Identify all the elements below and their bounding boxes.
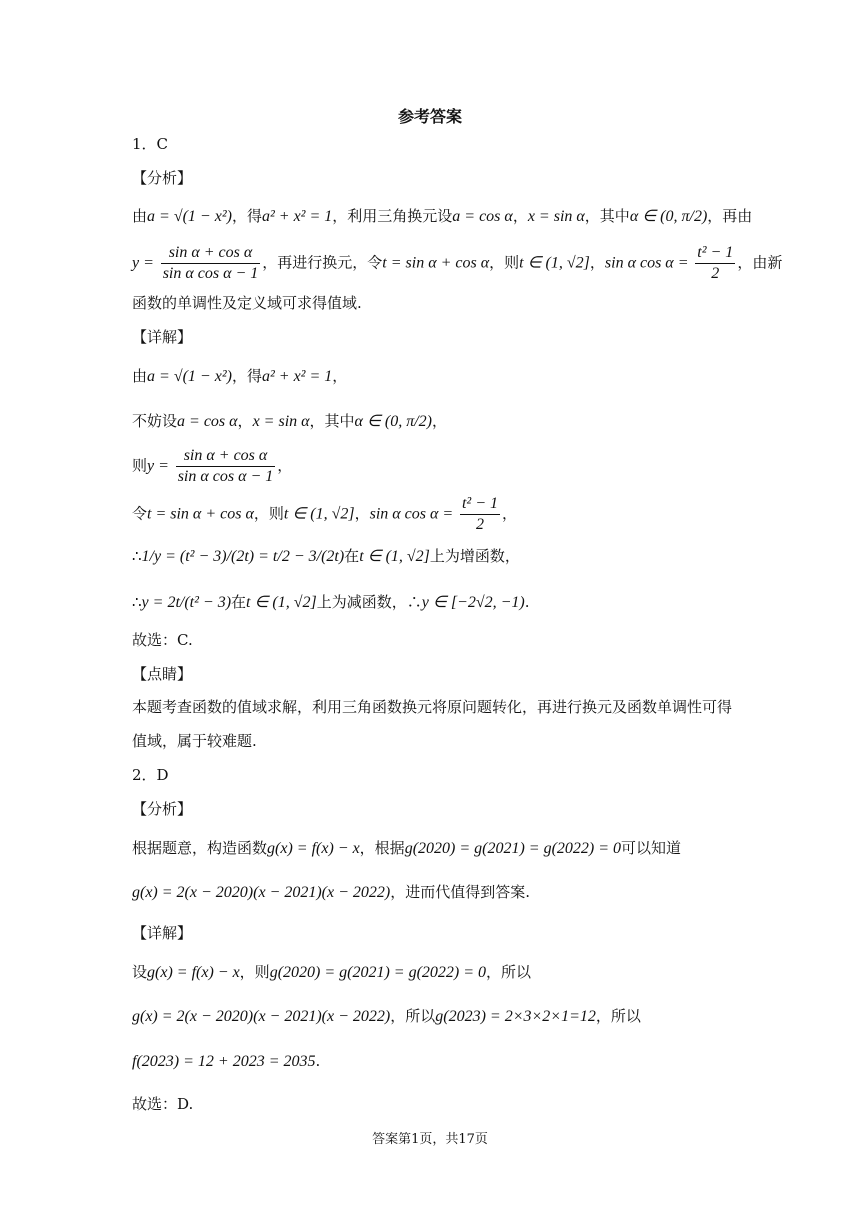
- text: ，: [512, 207, 528, 225]
- text: ，再由: [707, 207, 753, 225]
- q1-detail-line-1: [132, 365, 347, 388]
- numerator: t² − 1: [695, 243, 735, 264]
- numerator: t² − 1: [460, 494, 500, 515]
- math: a = √(1 − x²): [147, 368, 232, 385]
- math: g(2020) = g(2021) = g(2022) = 0: [404, 840, 622, 857]
- math: t = sin α + cos α: [147, 505, 254, 523]
- numerator: sin α + cos α: [176, 446, 276, 467]
- denominator: 2: [476, 516, 484, 533]
- q1-detail-line-3: [132, 446, 292, 487]
- text: ，其中: [309, 412, 355, 430]
- text: ，根据: [359, 839, 405, 857]
- math: g(x) = f(x) − x: [147, 964, 240, 981]
- math: a = cos α: [177, 413, 238, 430]
- q2-analysis-heading: 【分析】: [132, 800, 193, 818]
- math: g(2020) = g(2021) = g(2022) = 0: [269, 964, 487, 981]
- q1-comment-heading: 【点睛】: [132, 665, 193, 683]
- text: 由: [132, 207, 148, 225]
- math: a = cos α: [452, 208, 513, 225]
- text: ，: [237, 412, 253, 430]
- q2-analysis-line-1: [132, 837, 681, 860]
- q1-detail-heading: 【详解】: [132, 328, 193, 346]
- text: ，则: [253, 504, 284, 523]
- text: ，由新: [737, 253, 783, 272]
- q1-answer: 1．C: [132, 135, 169, 153]
- text: ，所以: [486, 963, 532, 981]
- math: x = sin α: [252, 413, 310, 430]
- text: 可以知道: [621, 839, 682, 857]
- q1-detail-line-2: [132, 410, 447, 433]
- text: 由: [132, 367, 148, 385]
- q2-choose: 故选：D.: [132, 1095, 194, 1113]
- q2-detail-line-2: [132, 1005, 641, 1028]
- q2-answer: 2．D: [132, 766, 169, 784]
- math: sin α cos α =: [369, 505, 454, 523]
- text: 在: [344, 547, 360, 565]
- text: 在: [231, 593, 247, 611]
- fraction: [176, 446, 276, 487]
- text: .: [524, 593, 530, 611]
- text: ，: [432, 412, 448, 430]
- text: 根据题意，构造函数: [132, 839, 268, 857]
- text: ，利用三角换元设: [332, 207, 453, 225]
- text: ，: [502, 504, 518, 523]
- denominator: 2: [711, 265, 720, 282]
- text: ，: [354, 504, 370, 523]
- math: g(2023) = 2×3×2×1=12: [435, 1008, 596, 1025]
- q1-comment-line-1: 本题考查函数的值域求解，利用三角函数换元将原问题转化，再进行换元及函数单调性可得: [132, 698, 733, 716]
- math: y =: [132, 254, 154, 272]
- math: t ∈ (1, √2]: [359, 548, 430, 565]
- math: g(x) = f(x) − x: [267, 840, 360, 857]
- math: y =: [147, 457, 169, 475]
- fraction: [460, 494, 500, 535]
- q1-analysis-heading: 【分析】: [132, 169, 193, 187]
- math: t ∈ (1, √2]: [246, 594, 317, 611]
- text: ，再进行换元，令: [262, 253, 383, 272]
- text: ，: [332, 367, 348, 385]
- text: ，所以: [595, 1007, 641, 1025]
- q2-detail-heading: 【详解】: [132, 924, 193, 942]
- text: .: [315, 1052, 321, 1070]
- math: t = sin α + cos α: [382, 254, 490, 272]
- q1-analysis-line-1: [132, 205, 752, 228]
- q2-detail-line-1: [132, 961, 531, 984]
- math: y ∈ [−2√2, −1): [421, 594, 525, 611]
- math: t ∈ (1, √2]: [283, 505, 355, 523]
- numerator: sin α + cos α: [161, 243, 261, 264]
- math: g(x) = 2(x − 2020)(x − 2021)(x − 2022): [132, 1008, 391, 1025]
- text: 则: [132, 456, 148, 475]
- text: 不妨设: [132, 412, 178, 430]
- denominator: sin α cos α − 1: [177, 468, 274, 485]
- text: ，: [589, 253, 605, 272]
- text: ，则: [489, 253, 520, 272]
- fraction: [695, 243, 735, 284]
- q1-comment-line-2: 值域，属于较难题.: [132, 732, 257, 750]
- text: 上为增函数，: [429, 547, 520, 565]
- text: 令: [132, 504, 148, 523]
- text: ，得: [231, 367, 262, 385]
- math: 1/y = (t² − 3)/(2t) = t/2 − 3/(2t): [141, 548, 345, 565]
- denominator: sin α cos α − 1: [162, 265, 259, 282]
- math: g(x) = 2(x − 2020)(x − 2021)(x − 2022): [132, 884, 391, 901]
- math: sin α cos α =: [604, 254, 689, 272]
- q2-detail-line-3: [132, 1050, 320, 1073]
- q1-detail-line-4: [132, 494, 517, 535]
- text: 设: [132, 963, 148, 981]
- math: y = 2t/(t² − 3): [141, 594, 232, 611]
- math: α ∈ (0, π/2): [354, 413, 432, 430]
- q2-analysis-line-2: [132, 881, 530, 904]
- math: a = √(1 − x²): [147, 208, 232, 225]
- text: ，则: [239, 963, 270, 981]
- math: x = sin α: [527, 208, 585, 225]
- text: 上为减函数，∴: [316, 593, 422, 611]
- text: ∴: [132, 593, 142, 611]
- q1-detail-line-5: [132, 545, 520, 568]
- q1-choose: 故选：C.: [132, 631, 193, 649]
- page-title: 参考答案: [397, 107, 462, 126]
- text: ，进而代值得到答案.: [390, 883, 530, 901]
- text: ，其中: [584, 207, 630, 225]
- page-footer: 答案第1页，共17页: [372, 1132, 488, 1147]
- math: f(2023) = 12 + 2023 = 2035: [132, 1053, 316, 1070]
- q1-analysis-line-2: [132, 243, 782, 284]
- math: a² + x² = 1: [261, 368, 333, 385]
- text: ，得: [231, 207, 262, 225]
- text: ∴: [132, 547, 142, 565]
- math: t ∈ (1, √2]: [519, 254, 590, 272]
- math: a² + x² = 1: [261, 208, 333, 225]
- math: α ∈ (0, π/2): [629, 208, 708, 225]
- q1-detail-line-6: [132, 591, 530, 614]
- q1-analysis-line-3: 函数的单调性及定义域可求得值域.: [132, 294, 362, 312]
- text: ，所以: [390, 1007, 436, 1025]
- text: ，: [277, 456, 293, 475]
- fraction: [161, 243, 261, 284]
